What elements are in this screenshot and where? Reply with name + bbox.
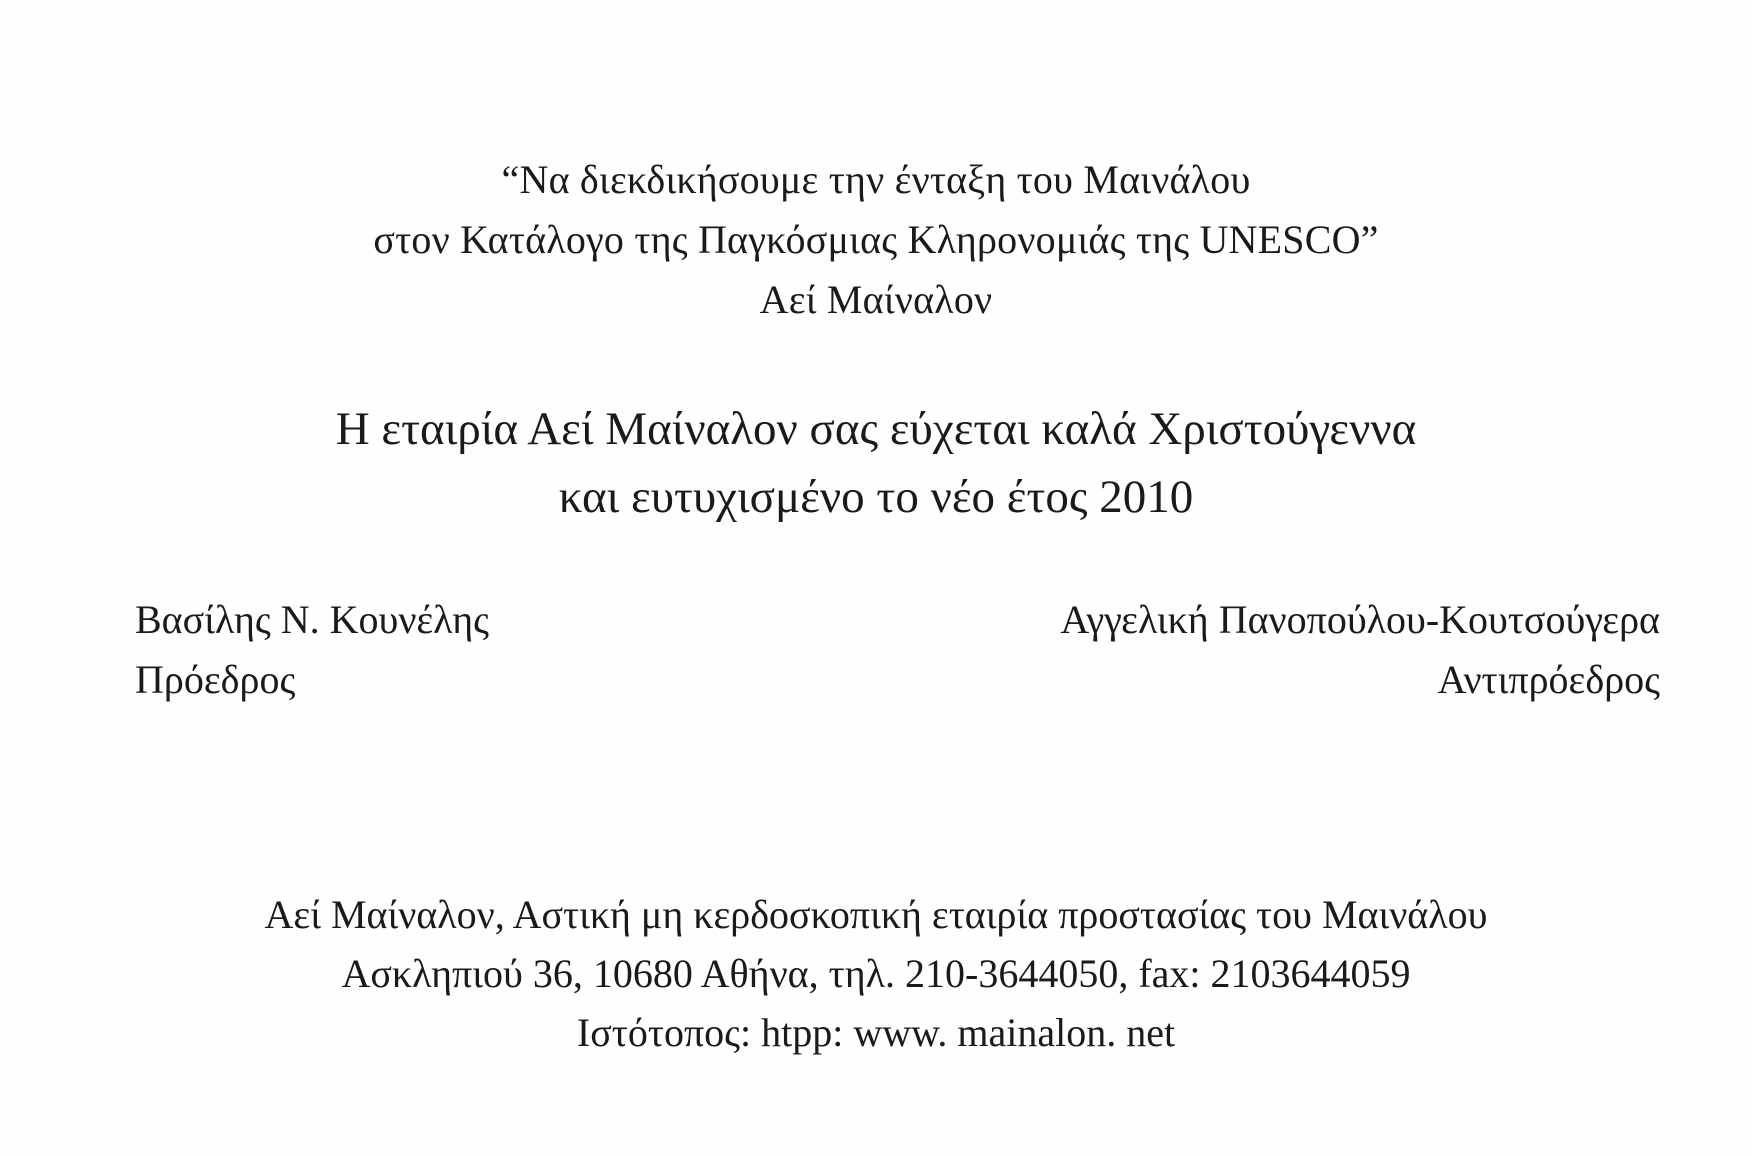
president-name: Βασίλης Ν. Κουνέλης: [135, 597, 490, 642]
motto-line-1: “Να διεκδικήσουμε την ένταξη του Μαινάλου: [501, 157, 1251, 202]
vice-president-name: Αγγελική Πανοπούλου-Κουτσούγερα: [1060, 597, 1660, 642]
motto-attribution: Αεί Μαίναλον: [759, 277, 993, 322]
footer-address: Ασκληπιού 36, 10680 Αθήνα, τηλ. 210-3644050, fax: 2103644059: [341, 951, 1411, 996]
signature-president: [135, 590, 489, 710]
motto-line-2: στον Κατάλογο της Παγκόσμιας Κληρονομιάς της UNESCO”: [373, 217, 1379, 262]
greeting-line-1: Η εταιρία Αεί Μαίναλον σας εύχεται καλά Χριστούγεννα: [335, 403, 1417, 455]
footer-contact: [0, 885, 1752, 1062]
vice-president-role: Αντιπρόεδρος: [1437, 657, 1660, 702]
greeting-message: [0, 395, 1752, 531]
signature-vice-president: [1060, 590, 1660, 710]
greeting-line-2: και ευτυχισμένο το νέο έτος 2010: [558, 471, 1194, 523]
footer-website: Ιστότοπος: htpp: www. mainalon. net: [576, 1010, 1176, 1055]
president-role: Πρόεδρος: [135, 657, 296, 702]
footer-organization: Αεί Μαίναλον, Αστική μη κερδοσκοπική εταιρία προστασίας του Μαινάλου: [264, 892, 1488, 937]
motto-block: [0, 150, 1752, 330]
